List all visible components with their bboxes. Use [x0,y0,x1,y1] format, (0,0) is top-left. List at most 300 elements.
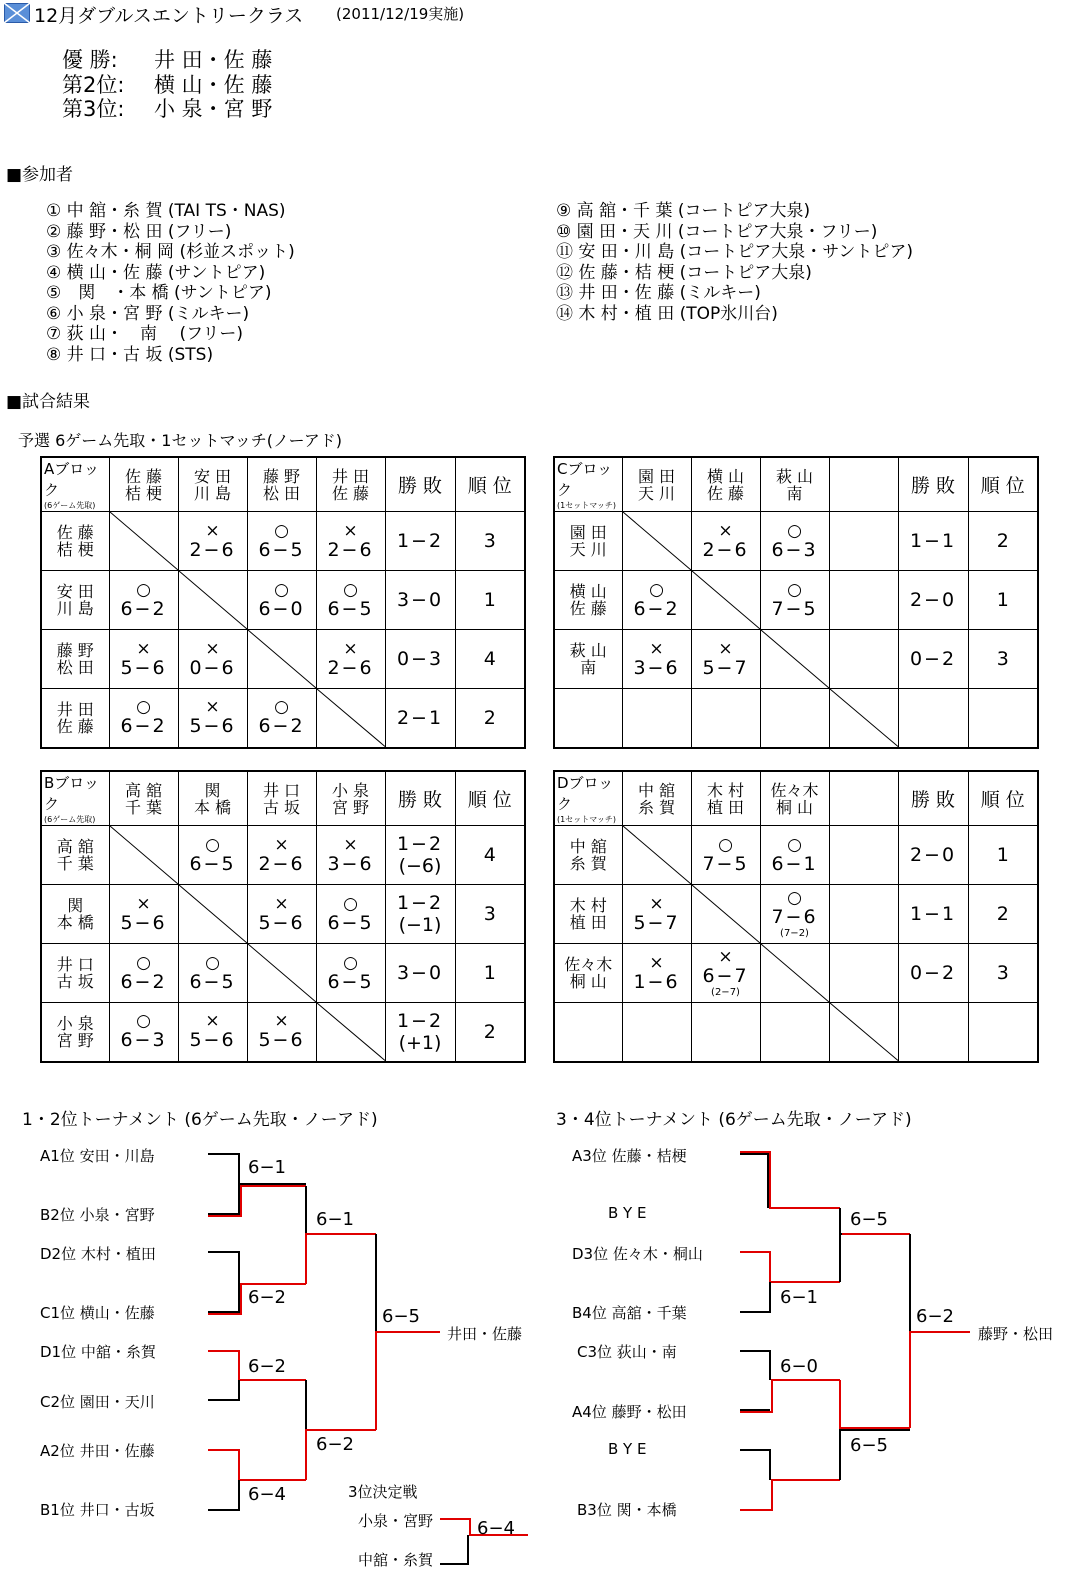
tour34-score: 6−5 [850,1209,888,1230]
result-score: 6−5 [189,852,236,875]
table-row [554,630,1038,689]
row-team: 園 田 天 川 [554,512,622,571]
result-mark: × [343,834,358,855]
tour34-score: 6−5 [850,1435,888,1456]
participant: ⑩ 園 田・天 川 (コートピア大泉・フリー) [556,221,878,242]
block-name: Aブロック [44,460,99,499]
block-c-table [553,456,1039,749]
participants-right [556,201,913,324]
result-score: 6−2 [633,597,680,620]
self-cell [316,689,385,748]
table-row [554,885,1038,944]
table-row [554,944,1038,1003]
row-team: 藤 野 松 田 [41,630,109,689]
self-cell [247,630,316,689]
result-mark: ○ [787,579,802,600]
match-result [109,571,178,630]
result-mark: ○ [787,834,802,855]
participants-heading: ■参加者 [6,165,74,185]
rank-header: 順 位 [455,771,525,826]
result-score: 3−6 [633,656,680,679]
match-result [829,885,898,944]
tour12-score: 6−2 [248,1287,286,1308]
rank: 3 [968,630,1038,689]
self-cell [247,944,316,1003]
match-result [178,944,247,1003]
result-mark: × [205,638,220,659]
rank: 3 [455,512,525,571]
result-score: 3−6 [327,852,374,875]
result-mark: × [343,638,358,659]
result-score: 6−5 [327,970,374,993]
row-team: 佐々木 桐 山 [554,944,622,1003]
result-mark: ○ [787,520,802,541]
prelim-title: 予選 6ゲーム先取・1セットマッチ(ノーアド) [18,431,343,450]
match-result [691,689,760,748]
row-team: 小 泉 宮 野 [41,1003,109,1062]
column-team: 安 田 川 島 [178,457,247,512]
match-result [247,1003,316,1062]
tiebreak-score: (2−7) [711,987,740,998]
result-mark: × [718,638,733,659]
tiebreak-score: (7−2) [780,928,809,939]
result-score: 5−6 [189,1029,236,1052]
tour34-entry: A3位 佐藤・桔梗 [572,1147,687,1165]
win-loss [898,1003,968,1062]
column-team: 井 口 古 坂 [247,771,316,826]
result-score: 6−2 [120,715,167,738]
table-row [554,571,1038,630]
rank: 2 [455,689,525,748]
tour34-entry: B Y E [608,1440,647,1458]
result-mark: × [718,520,733,541]
rank: 1 [455,944,525,1003]
block-name-cell [554,457,622,512]
column-team: 園 田 天 川 [622,457,691,512]
match-result [178,630,247,689]
tour12-score: 6−4 [248,1484,286,1505]
participant: ⑤ 関 ・本 橋 (サントピア) [46,283,272,303]
result-score: 6−5 [189,970,236,993]
rank: 3 [455,885,525,944]
tour12-entry: A2位 井田・佐藤 [40,1442,155,1460]
block-format: (1セットマッチ) [557,501,617,510]
tour34-entry: A4位 藤野・松田 [572,1403,687,1421]
rank-header: 順 位 [455,457,525,512]
match-result [691,1003,760,1062]
win-loss: 1−2 [385,512,455,571]
result-mark: × [136,638,151,659]
result-mark: × [205,697,220,718]
results-heading: ■試合結果 [6,392,91,412]
result-mark: ○ [718,834,733,855]
result-mark: ○ [136,952,151,973]
winner-3: 第3位: 小 泉・宮 野 [62,97,273,121]
tour12-champion: 井田・佐藤 [447,1325,523,1343]
row-team: 井 田 佐 藤 [41,689,109,748]
block-name-cell [41,771,109,826]
match-result [622,944,691,1003]
match-result [760,512,829,571]
column-team: 佐々木 桐 山 [760,771,829,826]
result-score: 6−2 [258,715,305,738]
column-team: 高 舘 千 葉 [109,771,178,826]
row-team [554,689,622,748]
rank: 2 [968,512,1038,571]
match-result [316,571,385,630]
self-cell [829,1003,898,1062]
block-d-table [553,770,1039,1063]
match-result [760,1003,829,1062]
result-score: 5−6 [258,1029,305,1052]
table-row [41,571,525,630]
tour34-champion: 藤野・松田 [978,1325,1054,1343]
self-cell [109,826,178,885]
rank: 2 [455,1003,525,1062]
table-row [41,885,525,944]
page-title: 12月ダブルスエントリークラス [34,5,304,27]
result-mark: ○ [343,952,358,973]
win-loss: 0−2 [898,630,968,689]
block-name-cell [554,771,622,826]
match-result [247,826,316,885]
row-team: 井 口 古 坂 [41,944,109,1003]
result-mark: × [343,520,358,541]
column-team: 藤 野 松 田 [247,457,316,512]
participant: ② 藤 野・松 田 (フリー) [46,221,232,242]
participant: ③ 佐々木・桐 岡 (杉並スポット) [46,242,295,262]
rank [968,689,1038,748]
result-mark: × [718,947,733,967]
table-row [41,512,525,571]
win-loss: 1−2 (−1) [385,885,455,944]
participant: ⑦ 荻 山・ 南 (フリー) [46,324,244,344]
wl-header: 勝 敗 [385,457,455,512]
match-result [622,1003,691,1062]
rank: 4 [455,630,525,689]
wl-header: 勝 敗 [385,771,455,826]
row-team: 安 田 川 島 [41,571,109,630]
match-result [829,571,898,630]
column-team: 小 泉 宮 野 [316,771,385,826]
self-cell [829,689,898,748]
win-loss: 1−1 [898,512,968,571]
self-cell [178,885,247,944]
match-result [760,571,829,630]
column-team: 井 田 佐 藤 [316,457,385,512]
block-name-cell [41,457,109,512]
participant: ⑪ 安 田・川 島 (コートピア大泉・サントピア) [556,242,914,262]
result-score: 5−6 [120,911,167,934]
table-row [41,689,525,748]
block-a-table [40,456,526,749]
match-result [829,630,898,689]
rank-header: 順 位 [968,457,1038,512]
block-name: Bブロック [44,774,99,813]
win-loss: 1−2 (−6) [385,826,455,885]
tour12-final-score: 6−5 [382,1306,420,1327]
result-mark: ○ [274,697,289,718]
tour12-score: 6−2 [248,1356,286,1377]
match-result [178,689,247,748]
tour12-entry: C2位 園田・天川 [40,1393,155,1411]
match-result [829,944,898,1003]
row-team: 中 舘 糸 賀 [554,826,622,885]
result-score: 2−6 [327,538,374,561]
table-row [554,689,1038,748]
win-loss: 3−0 [385,944,455,1003]
participant: ⑬ 井 田・佐 藤 (ミルキー) [556,283,761,303]
match-result [622,571,691,630]
match-result [316,885,385,944]
tour12-entry: D2位 木村・植田 [40,1245,156,1263]
match-result [760,885,829,944]
match-result [109,944,178,1003]
match-result [247,689,316,748]
tour12-entry: A1位 安田・川島 [40,1147,155,1165]
result-score: 5−7 [633,911,680,934]
participant: ④ 横 山・佐 藤 (サントピア) [46,262,266,283]
match-result [109,630,178,689]
match-result [247,885,316,944]
third-place-score: 6−4 [477,1518,515,1539]
result-score: 6−7 [702,965,749,987]
self-cell [760,630,829,689]
winner-1: 優 勝: 井 田・佐 藤 [62,48,273,72]
match-result [622,630,691,689]
tour12-title: 1・2位トーナメント (6ゲーム先取・ノーアド) [22,1110,378,1130]
win-loss: 2−1 [385,689,455,748]
row-team: 横 山 佐 藤 [554,571,622,630]
block-b-table [40,770,526,1063]
match-result [109,885,178,944]
block-name: Cブロック [557,460,613,499]
result-score: 6−5 [327,911,374,934]
table-row [554,512,1038,571]
win-loss: 1−2 (+1) [385,1003,455,1062]
win-loss: 0−3 [385,630,455,689]
match-result [247,512,316,571]
win-loss [898,689,968,748]
result-score: 2−6 [189,538,236,561]
row-team: 関 本 橋 [41,885,109,944]
table-row [554,1003,1038,1062]
result-score: 5−6 [120,656,167,679]
match-result [691,630,760,689]
participant: ⑭ 木 村・植 田 (TOP氷川台) [556,303,778,324]
block-format: (1セットマッチ) [557,815,617,824]
rank: 2 [968,885,1038,944]
event-date: (2011/12/19実施) [336,5,465,23]
result-score: 5−6 [189,715,236,738]
result-mark: × [274,893,289,914]
rank [968,1003,1038,1062]
result-score: 1−6 [633,970,680,993]
rank: 1 [455,571,525,630]
participant: ⑫ 佐 藤・桔 梗 (コートピア大泉) [556,262,812,283]
result-mark: ○ [343,893,358,914]
match-result [760,826,829,885]
result-score: 5−7 [702,656,749,679]
self-cell [316,1003,385,1062]
block-name: Dブロック [557,774,614,813]
match-result [109,1003,178,1062]
result-mark: × [136,893,151,914]
result-mark: ○ [136,1011,151,1032]
match-result [109,689,178,748]
tour34-entry: B3位 関・本橋 [577,1501,677,1519]
rank: 1 [968,826,1038,885]
match-result [760,689,829,748]
tour12-entry: B2位 小泉・宮野 [40,1206,155,1224]
column-team: 関 本 橋 [178,771,247,826]
table-row [554,826,1038,885]
match-result [178,826,247,885]
tour34-score: 6−0 [780,1356,818,1377]
match-result [316,512,385,571]
column-team [829,457,898,512]
win-loss: 1−1 [898,885,968,944]
result-mark: ○ [649,579,664,600]
column-team: 木 村 植 田 [691,771,760,826]
tour12-entry: C1位 横山・佐藤 [40,1304,155,1322]
win-loss: 2−0 [898,826,968,885]
result-mark: ○ [205,952,220,973]
table-row [41,1003,525,1062]
tour12-entry: B1位 井口・古坂 [40,1501,155,1519]
result-score: 6−2 [120,597,167,620]
result-score: 7−5 [771,597,818,620]
participant: ⑨ 高 舘・千 葉 (コートピア大泉) [556,201,811,221]
result-mark: ○ [274,579,289,600]
row-team: 木 村 植 田 [554,885,622,944]
match-result [178,1003,247,1062]
result-score: 6−0 [258,597,305,620]
result-score: 2−6 [258,852,305,875]
rank: 4 [455,826,525,885]
result-mark: ○ [787,888,802,908]
table-row [41,630,525,689]
match-result [829,512,898,571]
result-mark: × [274,1011,289,1032]
tour12-entry: D1位 中舘・糸賀 [40,1343,156,1361]
row-team: 萩 山 南 [554,630,622,689]
column-team [829,771,898,826]
column-team: 萩 山 南 [760,457,829,512]
participant: ① 中 舘・糸 賀 (TAI TS・NAS) [46,201,286,221]
participant: ⑥ 小 泉・宮 野 (ミルキー) [46,303,250,324]
result-mark: × [649,952,664,973]
result-mark: × [205,520,220,541]
winner-2: 第2位: 横 山・佐 藤 [62,73,273,97]
result-score: 6−5 [258,538,305,561]
column-team: 横 山 佐 藤 [691,457,760,512]
match-result [316,630,385,689]
result-score: 6−1 [771,852,818,875]
column-team: 中 舘 糸 賀 [622,771,691,826]
rank: 1 [968,571,1038,630]
result-mark: ○ [136,579,151,600]
result-mark: × [649,893,664,914]
result-score: 6−3 [120,1029,167,1052]
result-mark: ○ [274,520,289,541]
table-row [41,944,525,1003]
row-team [554,1003,622,1062]
self-cell [691,571,760,630]
result-mark: × [205,1011,220,1032]
result-score: 0−6 [189,656,236,679]
wl-header: 勝 敗 [898,457,968,512]
tour34-entry: B Y E [608,1204,647,1222]
tour34-final-score: 6−2 [916,1306,954,1327]
match-result [316,826,385,885]
header-icon [4,3,30,23]
self-cell [760,944,829,1003]
result-score: 6−2 [120,970,167,993]
block-format: (6ゲーム先取) [44,815,96,824]
win-loss: 0−2 [898,944,968,1003]
result-mark: ○ [205,834,220,855]
match-result [829,826,898,885]
tour34-entry: B4位 高舘・千葉 [572,1304,687,1322]
result-mark: × [274,834,289,855]
match-result [691,944,760,1003]
wl-header: 勝 敗 [898,771,968,826]
result-mark: × [649,638,664,659]
row-team: 高 舘 千 葉 [41,826,109,885]
result-score: 7−5 [702,852,749,875]
third-place-entry: 中舘・糸賀 [358,1551,434,1569]
match-result [247,571,316,630]
match-result [622,689,691,748]
tour12-score: 6−2 [316,1434,354,1455]
self-cell [109,512,178,571]
result-score: 5−6 [258,911,305,934]
column-team: 佐 藤 桔 梗 [109,457,178,512]
block-format: (6ゲーム先取) [44,501,96,510]
third-place-entry: 小泉・宮野 [358,1512,434,1530]
self-cell [691,885,760,944]
result-score: 6−3 [771,538,818,561]
table-row [41,826,525,885]
participants-left [46,201,295,365]
self-cell [622,826,691,885]
result-mark: ○ [136,697,151,718]
rank-header: 順 位 [968,771,1038,826]
result-score: 7−6 [771,906,818,928]
match-result [691,512,760,571]
tour34-score: 6−1 [780,1287,818,1308]
tour34-title: 3・4位トーナメント (6ゲーム先取・ノーアド) [556,1110,912,1130]
result-mark: ○ [343,579,358,600]
tour12-score: 6−1 [248,1157,286,1178]
participant: ⑧ 井 口・古 坂 (STS) [46,344,214,365]
match-result [622,885,691,944]
win-loss: 3−0 [385,571,455,630]
result-score: 2−6 [702,538,749,561]
match-result [178,512,247,571]
tour34-entry: C3位 荻山・南 [577,1343,677,1361]
tour34-entry: D3位 佐々木・桐山 [572,1245,703,1263]
self-cell [622,512,691,571]
result-score: 6−5 [327,597,374,620]
third-place-title: 3位決定戦 [348,1483,418,1501]
row-team: 佐 藤 桔 梗 [41,512,109,571]
result-score: 2−6 [327,656,374,679]
match-result [316,944,385,1003]
self-cell [178,571,247,630]
tour12-score: 6−1 [316,1209,354,1230]
